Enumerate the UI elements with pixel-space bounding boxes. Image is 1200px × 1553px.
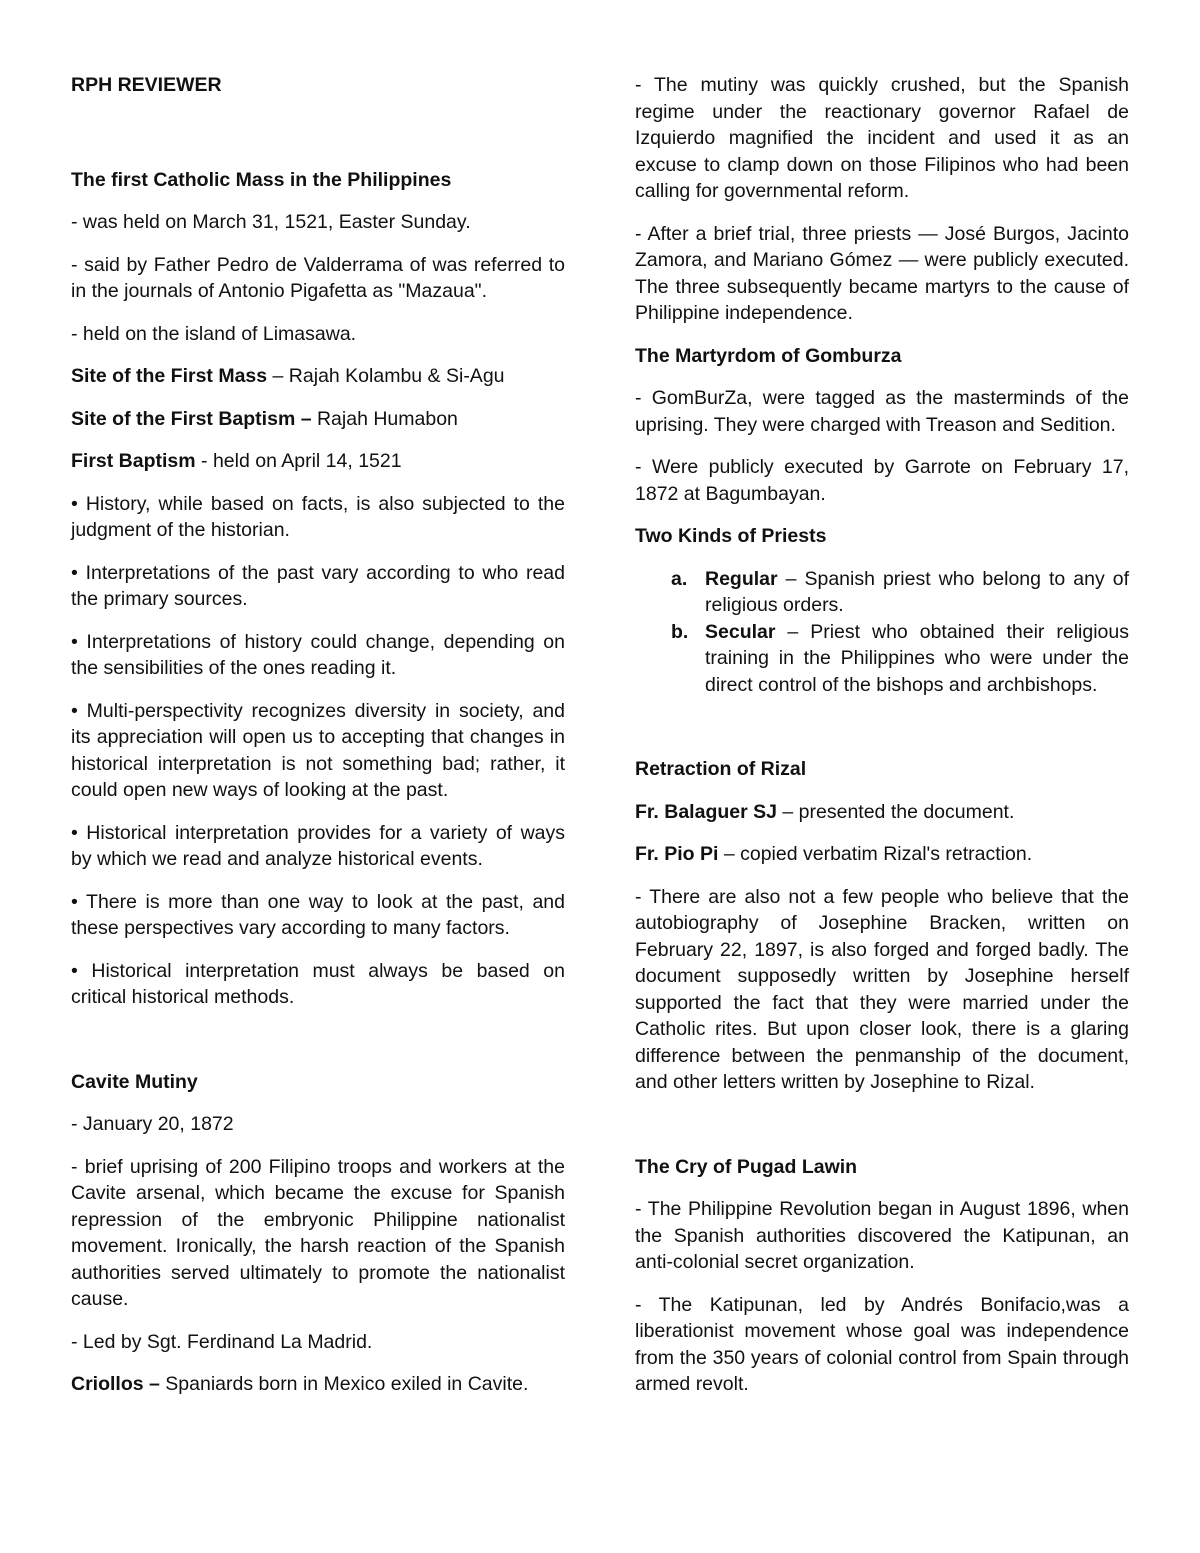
priest-type-text: – Priest who obtained their religious training in the Philippines who were under the direct control of the bishops and archbishops.	[705, 620, 1129, 696]
first-baptism	[71, 448, 565, 475]
left-column	[71, 72, 565, 1414]
history-bullet: • Interpretations of the past vary according to who read the primary sources.	[71, 561, 565, 610]
balaguer-text: – presented the document.	[776, 800, 1015, 823]
history-bullet: • Historical interpretation provides for a variety of ways by which we read and analyze historical events.	[71, 821, 565, 870]
pio-pi-label: Fr. Pio Pi	[635, 843, 719, 865]
balaguer-line	[635, 799, 1129, 826]
history-bullet: • Interpretations of history could change, depending on the sensibilities of the ones reading it.	[71, 630, 565, 679]
first-mass-heading: The first Catholic Mass in the Philippines	[71, 168, 452, 191]
gomburza-point: - Were publicly executed by Garrote on February 17, 1872 at Bagumbayan.	[635, 456, 1129, 505]
priest-type-text: – Spanish priest who belong to any of religious orders.	[705, 567, 1129, 616]
pio-pi-text: – copied verbatim Rizal's retraction.	[718, 843, 1033, 865]
history-bullet: • History, while based on facts, is also subjected to the judgment of the historian.	[71, 492, 565, 541]
site-first-mass-text: – Rajah Kolambu & Si-Agu	[267, 365, 505, 387]
document-title: RPH REVIEWER	[71, 74, 222, 96]
first-baptism-text: - held on April 14, 1521	[195, 450, 402, 472]
first-mass-point: - held on the island of Limasawa.	[71, 322, 357, 345]
site-first-mass-label: Site of the First Mass	[71, 365, 268, 387]
cavite-point: - Led by Sgt. Ferdinand La Madrid.	[71, 1330, 373, 1353]
first-mass-point: - said by Father Pedro de Valderrama of was referred to in the journals of Antonio Pigafetta as "Mazaua".	[71, 253, 565, 302]
retraction-heading: Retraction of Rizal	[635, 758, 807, 780]
history-bullet: • There is more than one way to look at the past, and these perspectives vary according to many factors.	[71, 890, 565, 939]
list-marker: b.	[671, 620, 689, 643]
mutiny-point: - The mutiny was quickly crushed, but the Spanish regime under the reactionary governor Rafael de Izquierdo magnified the incident and used it as an excuse to clamp down on those Filipinos who had been calling for governmental reform.	[635, 74, 1129, 202]
first-mass-point: - was held on March 31, 1521, Easter Sunday.	[71, 211, 471, 233]
cry-pugad-lawin-heading: The Cry of Pugad Lawin	[635, 1155, 858, 1178]
list-item	[635, 619, 1129, 699]
gomburza-point: - GomBurZa, were tagged as the masterminds of the uprising. They were charged with Treason and Sedition.	[635, 387, 1129, 436]
right-column	[635, 72, 1129, 1414]
site-first-baptism-text: Rajah Humabon	[311, 407, 458, 430]
pio-pi-line	[635, 841, 1129, 868]
cavite-point: - brief uprising of 200 Filipino troops and workers at the Cavite arsenal, which became the excuse for Spanish repression of the embryonic Philippine nationalist movement. Ironically, the harsh reaction of the Spanish authorities served ultimately to promote the nationalist cause.	[71, 1155, 565, 1310]
priests-heading: Two Kinds of Priests	[635, 525, 827, 547]
list-item	[635, 566, 1129, 619]
site-first-baptism	[71, 406, 565, 433]
criollos-text: Spaniards born in Mexico exiled in Cavite.	[159, 1373, 529, 1395]
gomburza-heading: The Martyrdom of Gomburza	[635, 344, 902, 367]
history-bullet: • Historical interpretation must always be based on critical historical methods.	[71, 959, 565, 1008]
criollos-label: Criollos –	[71, 1373, 160, 1395]
priests-list	[635, 566, 1129, 699]
list-marker: a.	[671, 567, 688, 590]
priest-type-label: Regular	[705, 567, 778, 590]
cry-point: - The Philippine Revolution began in August 1896, when the Spanish authorities discovered the Katipunan, an anti-colonial secret organization.	[635, 1198, 1129, 1273]
criollos-definition	[71, 1371, 565, 1398]
retraction-paragraph: - There are also not a few people who believe that the autobiography of Josephine Bracken, written on February 22, 1897, is also forged and forged badly. The document supposedly written by Josephine herself supported the fact that they were married under the Catholic rites. But upon closer look, there is a glaring difference between the penmanship of the document, and other letters written by Josephine to Rizal.	[635, 885, 1129, 1093]
priest-type-label: Secular	[705, 620, 776, 643]
cry-point: - The Katipunan, led by Andrés Bonifacio,was a liberationist movement whose goal was independence from the 350 years of colonial control from Spain through armed revolt.	[635, 1293, 1129, 1395]
mutiny-point: - After a brief trial, three priests — José Burgos, Jacinto Zamora, and Mariano Gómez — were publicly executed. The three subsequently became martyrs to the cause of Philippine independence.	[635, 222, 1129, 324]
balaguer-label: Fr. Balaguer SJ	[635, 800, 777, 823]
history-bullet: • Multi-perspectivity recognizes diversity in society, and its appreciation will open us to accepting that changes in historical interpretation is not something bad; rather, it could open new ways of looking at the past.	[71, 699, 565, 801]
cavite-mutiny-heading: Cavite Mutiny	[71, 1070, 198, 1093]
site-first-baptism-label: Site of the First Baptism –	[71, 407, 312, 430]
cavite-point: - January 20, 1872	[71, 1113, 234, 1135]
first-baptism-label: First Baptism	[71, 450, 196, 472]
site-first-mass	[71, 363, 565, 390]
